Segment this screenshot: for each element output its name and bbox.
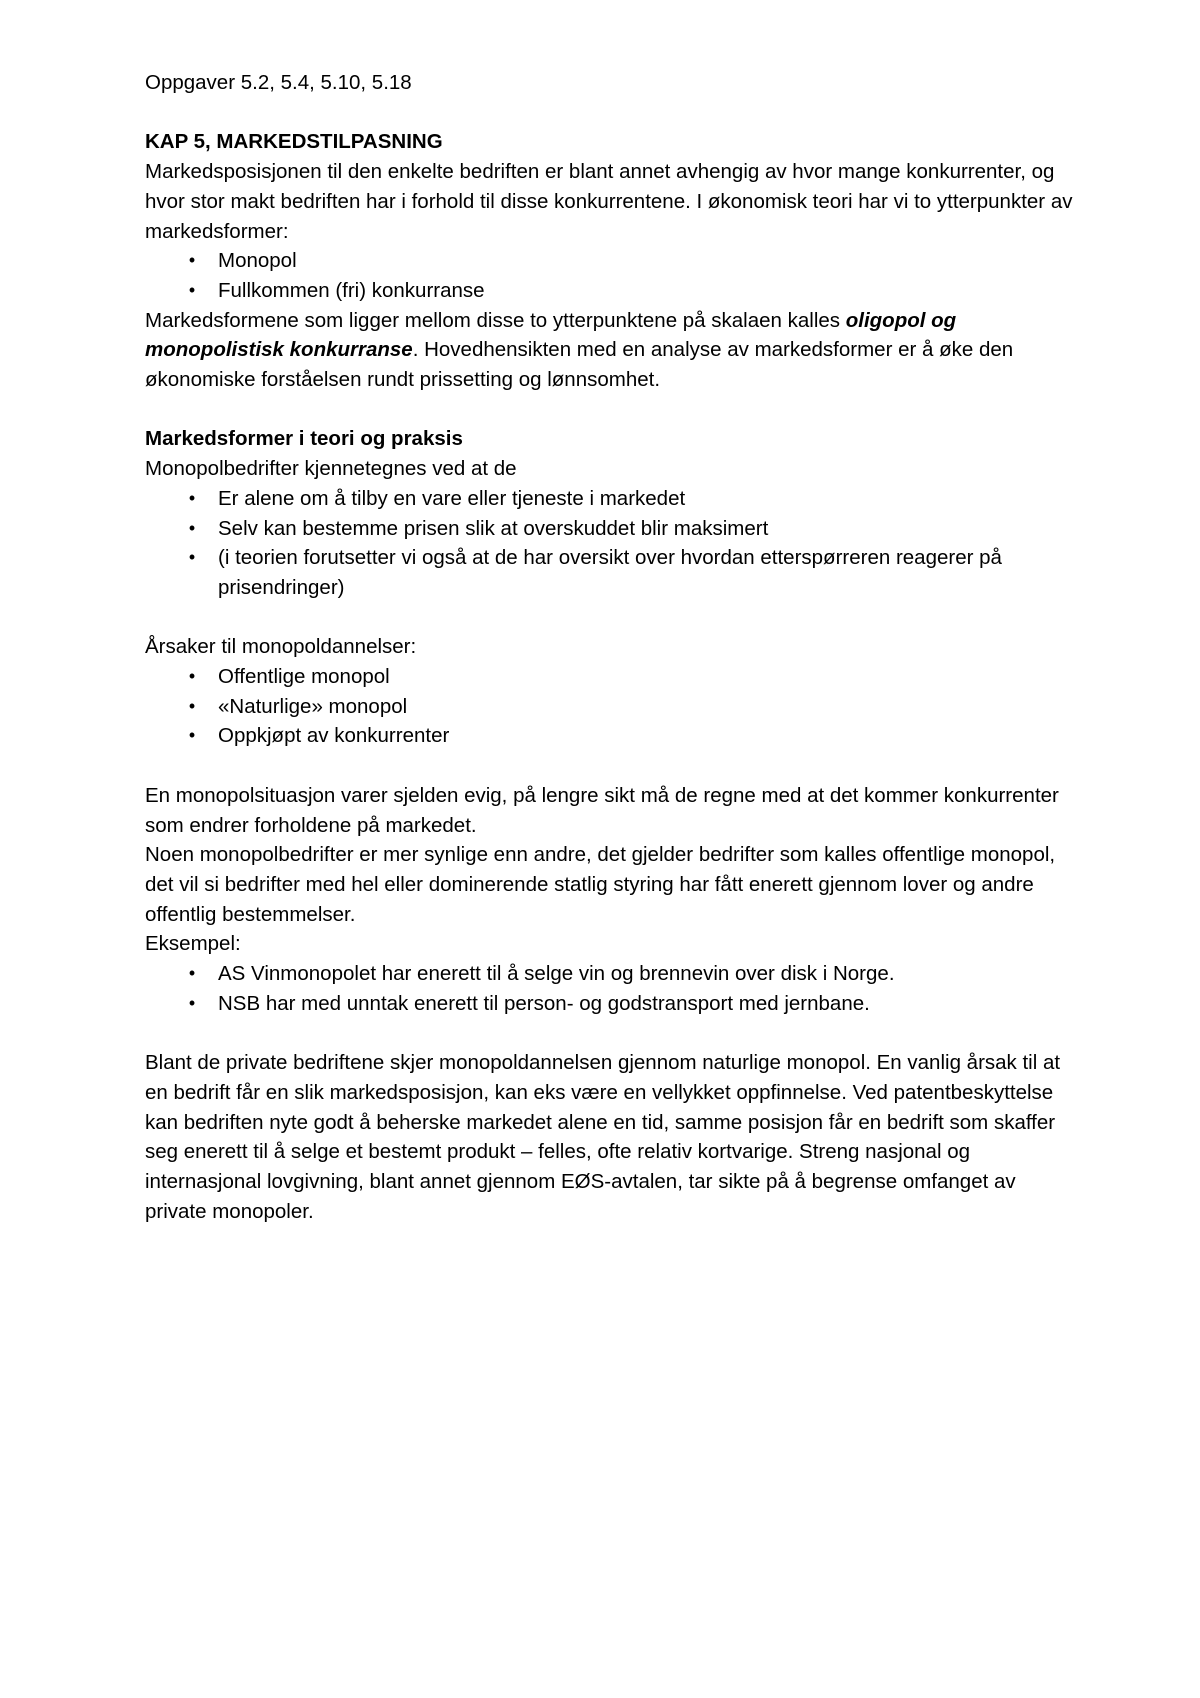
spacer bbox=[145, 1018, 1075, 1048]
list-item: • Fullkommen (fri) konkurranse bbox=[145, 276, 1075, 306]
examples-list bbox=[145, 959, 1075, 1018]
chapter-title: KAP 5, MARKEDSTILPASNING bbox=[145, 130, 443, 154]
emphasis-market-forms: oligopol og monopolistisk konkurranse bbox=[145, 308, 957, 362]
bullet-icon: • bbox=[188, 963, 196, 984]
list-item: • Er alene om å tilby en vare eller tjeneste i markedet bbox=[145, 484, 1075, 514]
spacer bbox=[145, 395, 1075, 425]
bullet-icon: • bbox=[188, 992, 196, 1013]
list-item: • «Naturlige» monopol bbox=[145, 692, 1075, 722]
situation-paragraph: En monopolsituasjon varer sjelden evig, på lengre sikt må de regne med at det kommer konkurrenter som endrer forholdene på markedet. bbox=[145, 783, 1059, 837]
traits-list bbox=[145, 484, 1075, 603]
task-list-line: Oppgaver 5.2, 5.4, 5.10, 5.18 bbox=[145, 71, 412, 94]
causes-list bbox=[145, 662, 1075, 751]
chapter-intro: Markedsposisjonen til den enkelte bedriften er blant annet avhengig av hvor mange konkurrenter, og hvor stor makt bedriften har i forhold til disse konkurrentene. I økonomisk teori har vi to ytterpunkter av markedsformer: bbox=[145, 160, 1073, 243]
spacer bbox=[145, 98, 1075, 128]
extremes-list bbox=[145, 246, 1075, 305]
example-label: Eksempel: bbox=[145, 932, 241, 956]
bullet-icon: • bbox=[188, 695, 196, 716]
list-item: • Offentlige monopol bbox=[145, 662, 1075, 692]
bullet-icon: • bbox=[188, 279, 196, 300]
document-page bbox=[145, 68, 1075, 1226]
bullet-icon: • bbox=[188, 547, 196, 568]
causes-intro: Årsaker til monopoldannelser: bbox=[145, 635, 417, 659]
bullet-icon: • bbox=[188, 666, 196, 687]
list-item: • Oppkjøpt av konkurrenter bbox=[145, 721, 1075, 751]
bullet-icon: • bbox=[188, 725, 196, 746]
list-item: • AS Vinmonopolet har enerett til å selge vin og brennevin over disk i Norge. bbox=[145, 959, 1075, 989]
private-monopoly-paragraph: Blant de private bedriftene skjer monopoldannelsen gjennom naturlige monopol. En vanlig årsak til at en bedrift får en slik markedsposisjon, kan eks være en vellykket oppfinnelse. Ved patentbeskyttelse kan bedriften nyte godt å beherske markedet alene en tid, samme posisjon får en bedrift som skaffer seg enerett til å selge et bestemt produkt – felles, ofte relativ kortvarige. Streng nasjonal og internasjonal lovgivning, blant annet gjennom EØS-avtalen, tar sikte på å begrense omfanget av private monopoler. bbox=[145, 1051, 1061, 1223]
bullet-icon: • bbox=[188, 517, 196, 538]
list-item: • (i teorien forutsetter vi også at de har oversikt over hvordan etterspørreren reagerer på prisendringer) bbox=[145, 543, 1075, 602]
bullet-icon: • bbox=[188, 250, 196, 271]
section-intro: Monopolbedrifter kjennetegnes ved at de bbox=[145, 457, 517, 481]
list-item: • NSB har med unntak enerett til person- og godstransport med jernbane. bbox=[145, 989, 1075, 1019]
list-item: • Monopol bbox=[145, 246, 1075, 276]
spacer bbox=[145, 751, 1075, 781]
public-monopoly-paragraph: Noen monopolbedrifter er mer synlige enn andre, det gjelder bedrifter som kalles offentlige monopol, det vil si bedrifter med hel eller dominerende statlig styring har fått enerett gjennom lover og andre offentlig bestemmelser. bbox=[145, 843, 1056, 926]
bullet-icon: • bbox=[188, 487, 196, 508]
spacer bbox=[145, 603, 1075, 633]
list-item: • Selv kan bestemme prisen slik at overskuddet blir maksimert bbox=[145, 514, 1075, 544]
market-forms-paragraph: Markedsformene som ligger mellom disse to ytterpunktene på skalaen kalles oligopol og monopolistisk konkurranse. Hovedhensikten med en analyse av markedsformer er å øke den økonomiske forståelsen rundt prissetting og lønnsomhet. bbox=[145, 308, 1014, 392]
section-heading: Markedsformer i teori og praksis bbox=[145, 427, 463, 451]
